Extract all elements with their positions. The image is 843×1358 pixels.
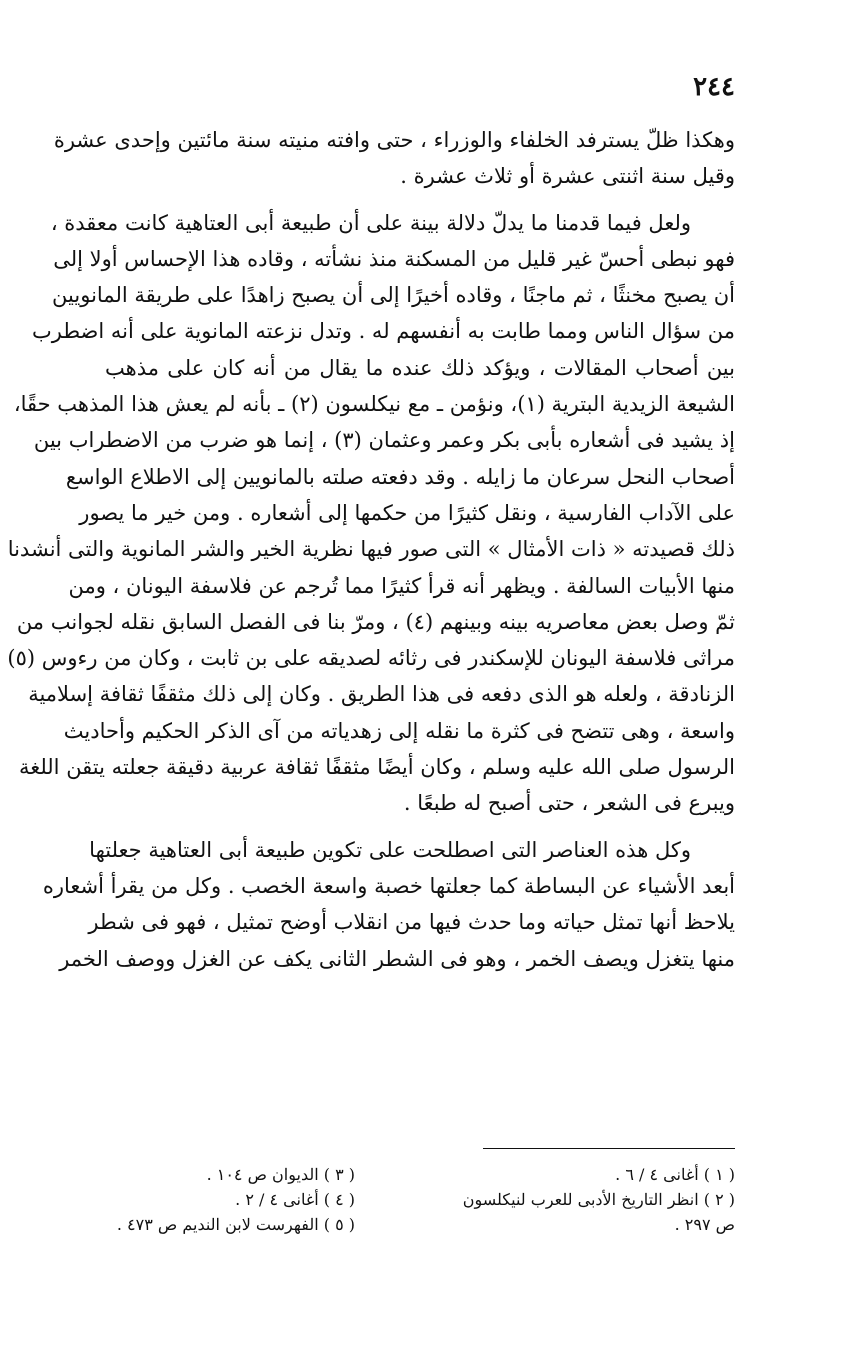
- text-line: أن يصبح مخنثًا ، ثم ماجنًا ، وقاده أخيرًا إلى أن يصبح زاهدًا على طريقة المانويين: [52, 283, 735, 308]
- text-line: الرسول صلى الله عليه وسلم ، وكان أيضًا مثقفًا ثقافة عربية دقيقة جعلته يتقن اللغة: [18, 755, 735, 780]
- text-line: ولعل فيما قدمنا ما يدلّ دلالة بينة على أن طبيعة أبى العتاهية كانت معقدة ،: [50, 210, 691, 235]
- footnote-1: ( ١ ) أغانى ٤ / ٦ .: [615, 1165, 735, 1184]
- text-line: يلاحظ أنها تمثل حياته وما حدث فيها من انقلاب أوضح تمثيل ، فهو فى شطر: [88, 910, 735, 935]
- text-line: إذ يشيد فى أشعاره بأبى بكر وعمر وعثمان (٣) ، إنما هو ضرب من الاضطراب بين: [33, 428, 735, 453]
- text-line: أصحاب النحل سرعان ما زايله . وقد دفعته صلته بالمانويين إلى الاطلاع الواسع: [65, 464, 735, 489]
- text-line: ثمّ وصل بعض معاصريه بينه وبينهم (٤) ، ومرّ بنا فى الفصل السابق نقله لجوانب من: [16, 609, 735, 634]
- text-line: من سؤال الناس ومما طابت به أنفسهم له . وتدل نزعته المانوية على أنه اضطرب: [31, 319, 735, 344]
- footnote-2-continued: ص ٢٩٧ .: [674, 1215, 735, 1234]
- text-line: واسعة ، وهى تتضح فى كثرة ما نقله إلى زهدياته من آى الذكر الحكيم وأحاديث: [63, 718, 735, 743]
- footnote-2: ( ٢ ) انظر التاريخ الأدبى للعرب لنيكلسون: [462, 1190, 735, 1209]
- page-number: ٢٤٤: [693, 72, 735, 102]
- text-line: منها يتغزل ويصف الخمر ، وهو فى الشطر الثانى يكف عن الغزل ووصف الخمر: [59, 946, 735, 971]
- text-line: الزنادقة ، ولعله هو الذى دفعه فى هذا الطريق . وكان إلى ذلك مثقفًا ثقافة إسلامية: [28, 682, 735, 707]
- paragraph-1: [53, 122, 735, 195]
- text-line: الشيعة الزيدية البترية (١)، ونؤمن ـ مع نيكلسون (٢) ـ بأنه لم يعش هذا المذهب حقًا،: [13, 392, 735, 417]
- text-line: وقيل سنة اثنتى عشرة أو ثلاث عشرة .: [400, 164, 735, 189]
- footnote-3: ( ٣ ) الديوان ص ١٠٤ .: [206, 1165, 355, 1184]
- footnotes-right-column: [405, 1162, 735, 1237]
- text-line: ذلك قصيدته « ذات الأمثال » التى صور فيها نظرية الخير والشر المانوية والتى أنشدنا: [7, 537, 735, 562]
- text-line: على الآداب الفارسية ، ونقل كثيرًا من حكمها إلى أشعاره . ومن خير ما يصور: [79, 500, 735, 525]
- footnotes-left-column: [105, 1162, 355, 1237]
- text-line: وهكذا ظلّ يسترفد الخلفاء والوزراء ، حتى وافته منيته سنة مائتين وإحدى عشرة: [53, 128, 735, 152]
- text-line: فهو نبطى أحسّ غير قليل من المسكنة منذ نشأته ، وقاده هذا الإحساس أولا إلى: [53, 246, 735, 271]
- text-line: أبعد الأشياء عن البساطة كما جعلتها خصبة واسعة الخصب . وكل من يقرأ أشعاره: [42, 873, 735, 898]
- text-line: وكل هذه العناصر التى اصطلحت على تكوين طبيعة أبى العتاهية جعلتها: [89, 837, 691, 862]
- text-line: منها الأبيات السالفة . ويظهر أنه قرأ كثيرًا مما تُرجم عن فلاسفة اليونان ، ومن: [68, 573, 735, 598]
- footnote-4: ( ٤ ) أغانى ٤ / ٢ .: [235, 1190, 355, 1209]
- paragraph-3: [42, 832, 735, 977]
- text-line: مراثى فلاسفة اليونان للإسكندر فى رثائه لصديقه على بن ثابت ، وكان من رءوس (٥): [7, 646, 735, 671]
- body-text: [7, 122, 735, 977]
- text-line: بين أصحاب المقالات ، ويؤكد ذلك عنده ما يقال من أنه كان على مذهب: [105, 355, 735, 380]
- text-line: ويبرع فى الشعر ، حتى أصبح له طبعًا .: [403, 791, 735, 816]
- footnote-5: ( ٥ ) الفهرست لابن النديم ص ٤٧٣ .: [116, 1215, 355, 1234]
- paragraph-2: [7, 205, 735, 822]
- footnote-divider: [483, 1148, 735, 1149]
